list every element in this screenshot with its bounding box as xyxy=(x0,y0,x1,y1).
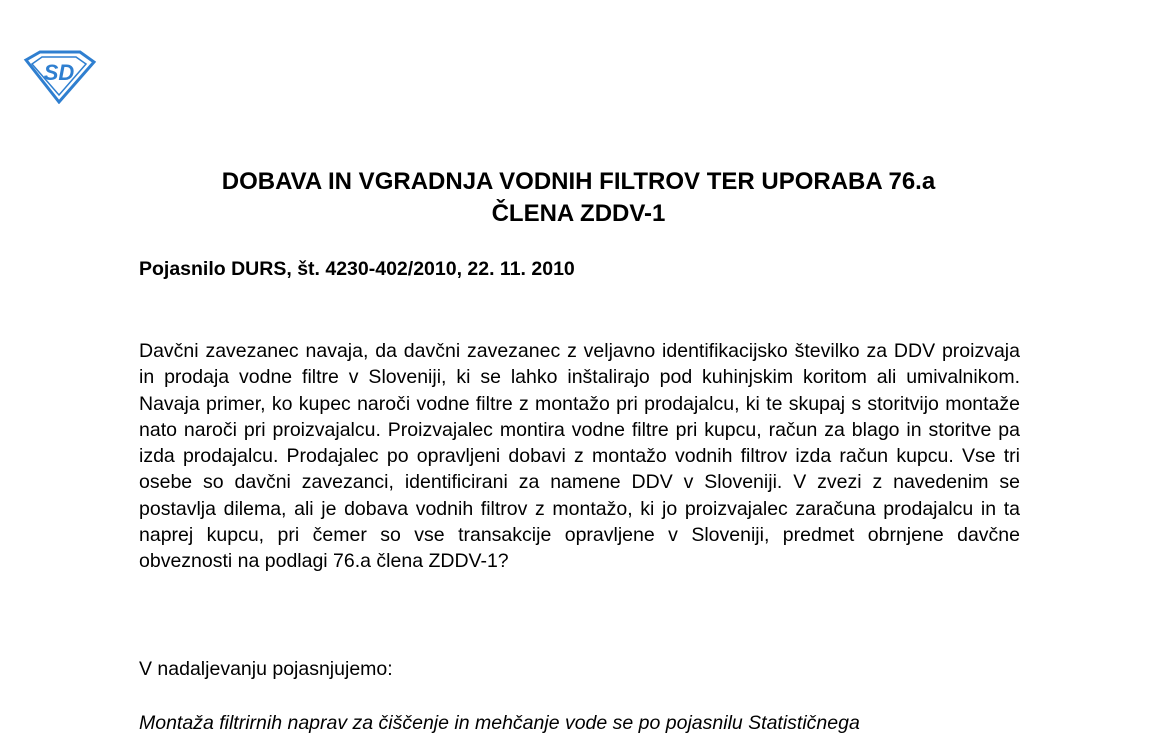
document-title xyxy=(100,166,1057,230)
document-subtitle: Pojasnilo DURS, št. 4230-402/2010, 22. 11. 2010 xyxy=(139,258,575,280)
title-line-1: DOBAVA IN VGRADNJA VODNIH FILTROV TER UPORABA 76.a xyxy=(221,168,936,195)
logo-text: SD xyxy=(43,60,75,85)
title-line-2: ČLENA ZDDV-1 xyxy=(491,200,666,227)
paragraph-question: Davčni zavezanec navaja, da davčni zavezanec z veljavno identifikacijsko številko za DDV proizvaja in prodaja vodne filtre v Sloveniji, ki se lahko inštalirajo pod kuhinjskim koritom ali umivalnikom. Navaja primer, ko kupec naroči vodne filtre z montažo pri prodajalcu, ki te skupaj s storitvijo montaže nato naroči pri proizvajalcu. Proizvajalec montira vodne filtre pri kupcu, račun za blago in storitve pa izda prodajalcu. Prodajalec po opravljeni dobavi z montažo vodnih filtrov izda račun kupcu. Vse tri osebe so davčni zavezanci, identificirani za namene DDV v Sloveniji. V zvezi z navedenim se postavlja dilema, ali je dobava vodnih filtrov z montažo, ki jo proizvajalec zaračuna prodajalcu in ta naprej kupcu, pri čemer so vse transakcije opravljene v Sloveniji, predmet obrnjene davčne obveznosti na podlagi 76.a člena ZDDV-1? xyxy=(139,340,1020,573)
company-logo xyxy=(22,50,96,104)
paragraph-intro: V nadaljevanju pojasnjujemo: xyxy=(139,658,393,680)
paragraph-answer: Montaža filtrirnih naprav za čiščenje in mehčanje vode se po pojasnilu Statističnega xyxy=(139,712,860,734)
